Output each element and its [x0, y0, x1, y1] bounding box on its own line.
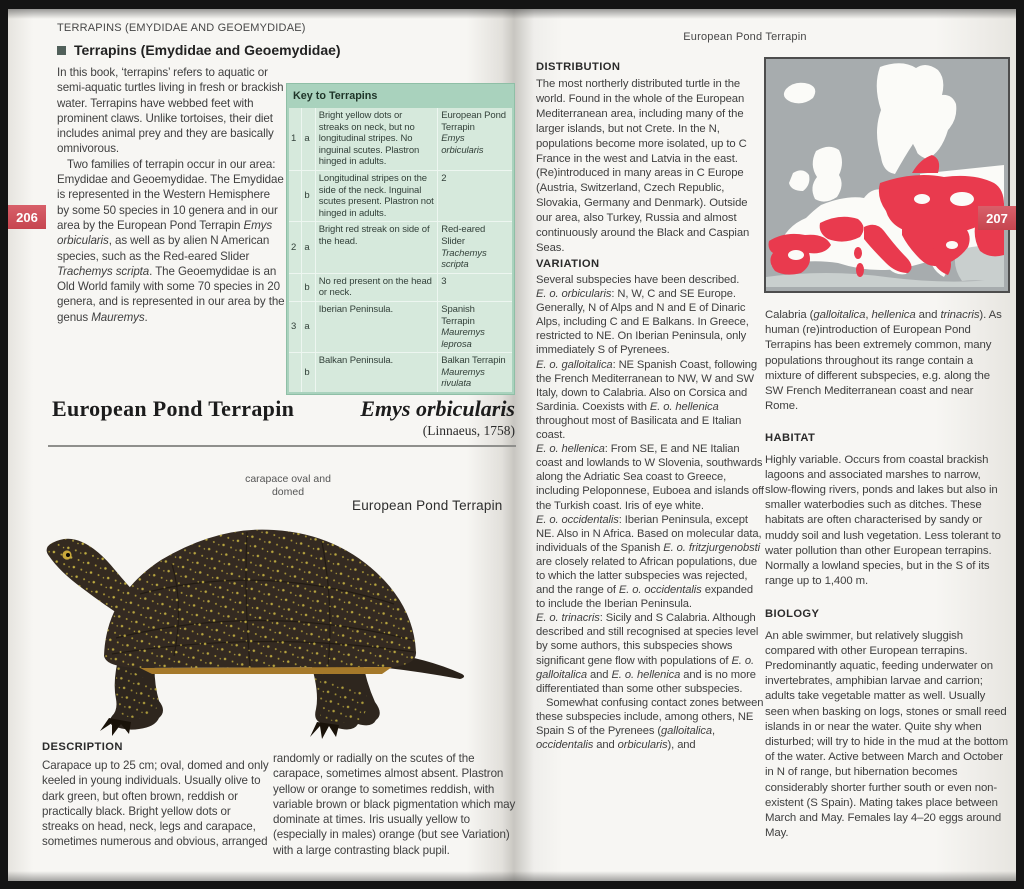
- key-row-number: 2: [288, 222, 302, 273]
- right-running-head: European Pond Terrapin: [683, 31, 807, 43]
- biology-text: An able swimmer, but relatively sluggish compared with other European terrapins. Predominantly aquatic, feeding underwater on invertebrates, amphibian larvae and carrion; adults take vegetable matter as well. Usually seen when basking on logs, stones or small reed islands in or near the water. Quite shy when disturbed; will try to hide in the mud at the bottom of the water. Active between March and October in N of range, but hibernation becomes considerably shorter further south or even non-existent (S Spain). Mating takes place between March and May. Females lay 4–20 eggs around May.: [765, 629, 1008, 840]
- key-table-row: [288, 273, 513, 301]
- page-number-right: 207: [978, 206, 1016, 230]
- key-result-scientific: Emys orbicularis: [441, 133, 484, 156]
- key-row-letter: a: [302, 301, 315, 352]
- illustration-label: European Pond Terrapin: [352, 498, 503, 513]
- key-result-scientific: Trachemys scripta: [441, 247, 487, 271]
- key-row-criteria: Bright red streak on side of the head.: [315, 222, 437, 273]
- key-row-letter: b: [302, 353, 315, 393]
- key-row-criteria: Bright yellow dots or streaks on neck, but no longitudinal stripes. No inguinal scutes. Plastron hinged in adults.: [315, 108, 437, 171]
- key-row-letter: b: [302, 170, 315, 221]
- key-result-common: 3: [441, 275, 447, 287]
- intro-text: [57, 65, 285, 325]
- variation-text: [536, 273, 765, 872]
- key-row-number: [288, 170, 302, 221]
- left-running-head: TERRAPINS (EMYDIDAE AND GEOEMYDIDAE): [57, 22, 306, 34]
- key-table-body: [288, 108, 513, 394]
- key-table-row: [288, 301, 513, 352]
- right-column: [765, 308, 1008, 872]
- turtle-illustration: [22, 506, 474, 744]
- key-row-letter: a: [302, 222, 315, 273]
- variation-continued-text: Calabria (galloitalica, hellenica and trinacris). As human (re)introduction of European Pond Terrapins has been extremely common, many populations throughout its range contain a mixture of different subspecies, e.g. along the SW French Mediterranean coast and near Rome.: [765, 309, 1002, 413]
- range-map-svg: [766, 59, 1004, 287]
- key-table-row: [288, 222, 513, 273]
- distribution-map: [764, 57, 1010, 293]
- key-row-result: [438, 301, 513, 352]
- key-result-common: Red-eared Slider: [441, 224, 486, 247]
- description-column-1: Carapace up to 25 cm; oval, domed and only keeled in young individuals. Usually olive to dark green, but often brown, reddish or practically black. Bright yellow dots or streaks on head, neck, legs and carapace, sometimes numerous and obvious, arranged: [42, 759, 269, 849]
- variation-heading: VARIATION: [536, 258, 600, 270]
- illustration-annotation: carapace oval and domed: [245, 473, 331, 498]
- key-row-number: 1: [288, 108, 302, 171]
- key-row-number: [288, 273, 302, 301]
- key-row-result: [438, 108, 513, 171]
- variation-paragraph: E. o. galloitalica: NE Spanish Coast, following the French Mediterranean to NW, W and SW Italy, down to Calabria. Also on Corsica and Sardinia. Coexists with E. o. hellenica throughout most of Basilicata and E Italian coast.: [536, 358, 758, 442]
- title-rule: [48, 445, 516, 447]
- key-row-result: [438, 353, 513, 393]
- key-row-number: 3: [288, 301, 302, 352]
- description-heading: DESCRIPTION: [42, 741, 123, 753]
- variation-paragraph: E. o. hellenica: From SE, E and NE Italian coast and lowlands to W Slovenia, southwards along the Adriatic Sea coast to Greece, including Peloponnese, Euboea and islands off the Turkish coast. Iris of eye white.: [536, 443, 764, 512]
- habitat-text: Highly variable. Occurs from coastal brackish lagoons and associated marshes to narrow, slow-flowing rivers, ponds and lakes but also in smaller waterbodies such as ditches. These habitats are often characterised by sandy or muddy soil and lush vegetation. Less tolerant to water pollution than other European terrapins. Normally a lowland species, but in the S of its range up to 1,400 m.: [765, 453, 1001, 588]
- key-result-common: 2: [441, 172, 447, 184]
- key-result-common: European Pond Terrapin: [441, 110, 506, 133]
- species-common-name: European Pond Terrapin: [52, 396, 295, 421]
- key-table: [287, 84, 514, 394]
- key-result-common: Balkan Terrapin: [441, 355, 506, 367]
- key-result-common: Spanish Terrapin: [441, 303, 475, 327]
- key-table-row: [288, 108, 513, 171]
- page-number-left: 206: [8, 205, 46, 229]
- section-heading: [57, 42, 341, 58]
- key-row-result: [438, 273, 513, 301]
- variation-paragraph: E. o. orbicularis: N, W, C and SE Europe. Generally, N of Alps and N and E of Dinaric Alps, including C and E Balkans. In Greece, restricted to NE. On Iberian Peninsula, only immediately S of Pyrenees.: [536, 288, 749, 357]
- species-scientific-name: Emys orbicularis: [360, 396, 515, 421]
- variation-paragraph: Somewhat confusing contact zones between these subspecies include, among others, NE Spain S of the Pyrenees (galloitalica, occidentalis and orbicularis), and: [536, 696, 764, 752]
- key-table-row: [288, 170, 513, 221]
- variation-paragraph: E. o. occidentalis: Iberian Peninsula, except NE. Also in N Africa. Based on molecular data, individuals of the Spanish E. o. fritzjurgenobsti are closely related to African populations, due to which the latter subspecies was rejected, and the range of E. o. occidentalis expanded to include the Iberian Peninsula.: [536, 513, 762, 611]
- variation-paragraph: Several subspecies have been described.: [536, 274, 740, 286]
- key-row-criteria: No red present on the head or neck.: [315, 273, 437, 301]
- key-row-result: [438, 222, 513, 273]
- distribution-text: The most northerly distributed turtle in the world. Found in the whole of the European Mediterranean area, including many of the larger islands, but not Crete. In the N, populations become more isolated, up to C France in the west and Latvia in the east. (Re)introduced in many areas in C Europe (Austria, Switzerland, Czech Republic, Slovakia, Germany and Denmark). Outside our area, also Turkey, Russia and almost continuously around the Black and Caspian Seas.: [536, 78, 750, 254]
- key-row-result: [438, 170, 513, 221]
- section-heading-label: Terrapins (Emydidae and Geoemydidae): [74, 42, 341, 58]
- key-result-scientific: Mauremys rivulata: [441, 366, 485, 390]
- key-table-title: Key to Terrapins: [288, 85, 513, 108]
- distribution-heading: DISTRIBUTION: [536, 61, 621, 73]
- key-row-criteria: Iberian Peninsula.: [315, 301, 437, 352]
- description-column-2: randomly or radially on the scutes of the carapace, sometimes almost absent. Plastron yellow or orange to sometimes reddish, with variable brown or black pigmentation which may dominate at times. Iris usually yellow to (especially in males) orange (but see Variation) with a large contrasting black pupil.: [273, 752, 516, 857]
- section-bullet-icon: [57, 46, 66, 55]
- intro-paragraph-1: In this book, ‘terrapins’ refers to aquatic or semi-aquatic turtles living in fresh or brackish water. Terrapins have webbed feet with prominent claws. Unlike tortoises, their diet includes animal prey and they are basically omnivorous.: [57, 66, 284, 156]
- key-row-criteria: Longitudinal stripes on the side of the neck. Inguinal scutes present. Plastron not hinged in adults.: [315, 170, 437, 221]
- key-row-letter: b: [302, 273, 315, 301]
- key-row-number: [288, 353, 302, 393]
- variation-paragraph: E. o. trinacris: Sicily and S Calabria. Although described and still recognised at species level by some authors, this subspecies shows significant gene flow with populations of E. o. galloitalica and E. o. hellenica and is no more differentiated than some other subspecies.: [536, 612, 759, 695]
- biology-heading: BIOLOGY: [765, 608, 820, 621]
- key-result-scientific: Mauremys leprosa: [441, 327, 485, 350]
- key-table-header-row: [288, 85, 513, 108]
- intro-paragraph-2: Two families of terrapin occur in our area: Emydidae and Geoemydidae. The Emydidae is represented in the Western Hemisphere by some 50 species in 10 genera and in our area by the European Pond Terrapin Emys orbicularis, as well as by alien N American species, such as the Red-eared Slider Trachemys scripta. The Geoemydidae is an Old World family with some 70 species in 20 genera, and is represented in our area by the genus Mauremys.: [57, 157, 285, 324]
- key-table-row: [288, 353, 513, 393]
- species-authority: (Linnaeus, 1758): [422, 423, 515, 438]
- key-row-letter: a: [302, 108, 315, 171]
- key-row-criteria: Balkan Peninsula.: [315, 353, 437, 393]
- habitat-heading: HABITAT: [765, 432, 816, 445]
- turtle-carapace: [104, 530, 416, 674]
- turtle-plastron-edge: [140, 667, 392, 674]
